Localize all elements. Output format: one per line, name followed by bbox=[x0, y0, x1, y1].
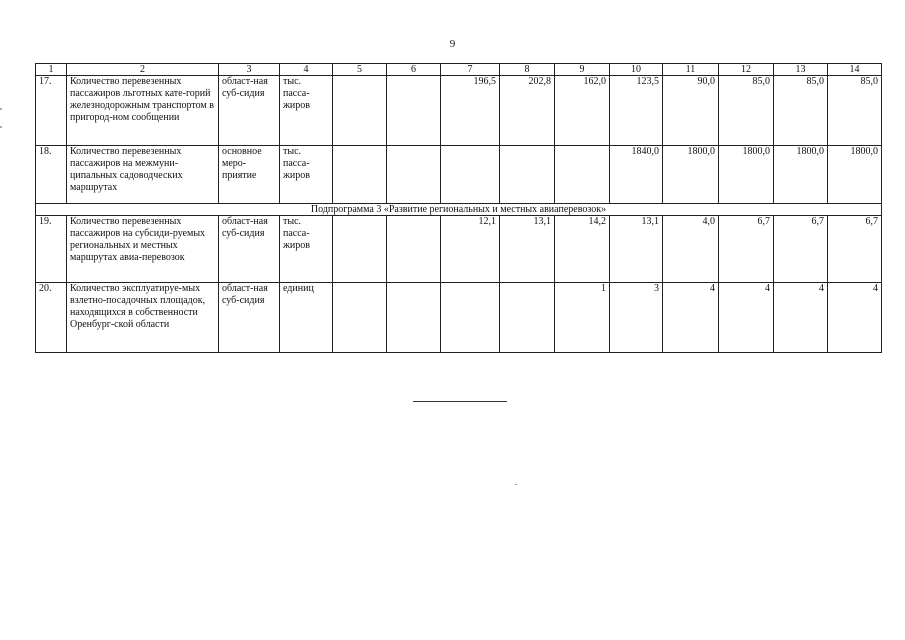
scan-margin-mark bbox=[0, 108, 2, 110]
value-cell bbox=[387, 76, 441, 146]
column-header: 12 bbox=[719, 64, 774, 76]
value-cell: 85,0 bbox=[774, 76, 828, 146]
value-cell: 162,0 bbox=[555, 76, 610, 146]
column-header: 6 bbox=[387, 64, 441, 76]
indicator-name: Количество эксплуатируе-мых взлетно-посадочных площадок, находящихся в собственности Оренбург-ской области bbox=[67, 283, 219, 353]
unit-of-measure: тыс. пасса-жиров bbox=[280, 216, 333, 283]
value-cell: 6,7 bbox=[828, 216, 882, 283]
column-header: 13 bbox=[774, 64, 828, 76]
value-cell bbox=[387, 216, 441, 283]
table-row bbox=[36, 76, 882, 146]
funding-source: област-ная суб-сидия bbox=[219, 283, 280, 353]
column-header: 14 bbox=[828, 64, 882, 76]
value-cell: 1840,0 bbox=[610, 146, 663, 204]
unit-of-measure: тыс. пасса-жиров bbox=[280, 76, 333, 146]
column-header: 11 bbox=[663, 64, 719, 76]
column-header: 2 bbox=[67, 64, 219, 76]
table-row bbox=[36, 146, 882, 204]
value-cell bbox=[387, 283, 441, 353]
scan-speck bbox=[515, 484, 517, 485]
value-cell: 1800,0 bbox=[663, 146, 719, 204]
value-cell: 196,5 bbox=[441, 76, 500, 146]
column-header: 5 bbox=[333, 64, 387, 76]
column-header: 8 bbox=[500, 64, 555, 76]
value-cell bbox=[441, 283, 500, 353]
column-header: 10 bbox=[610, 64, 663, 76]
value-cell: 14,2 bbox=[555, 216, 610, 283]
value-cell: 4 bbox=[774, 283, 828, 353]
row-number: 18. bbox=[36, 146, 67, 204]
value-cell: 1800,0 bbox=[719, 146, 774, 204]
row-number: 20. bbox=[36, 283, 67, 353]
value-cell: 6,7 bbox=[719, 216, 774, 283]
row-number: 17. bbox=[36, 76, 67, 146]
table-row bbox=[36, 216, 882, 283]
value-cell: 123,5 bbox=[610, 76, 663, 146]
value-cell: 4 bbox=[719, 283, 774, 353]
subprogram-title: Подпрограмма 3 «Развитие региональных и местных авиаперевозок» bbox=[36, 204, 882, 216]
value-cell: 90,0 bbox=[663, 76, 719, 146]
row-number: 19. bbox=[36, 216, 67, 283]
funding-source: основное меро-приятие bbox=[219, 146, 280, 204]
value-cell: 1 bbox=[555, 283, 610, 353]
funding-source: област-ная суб-сидия bbox=[219, 216, 280, 283]
value-cell: 1800,0 bbox=[774, 146, 828, 204]
value-cell bbox=[500, 146, 555, 204]
unit-of-measure: единиц bbox=[280, 283, 333, 353]
funding-source: област-ная суб-сидия bbox=[219, 76, 280, 146]
value-cell bbox=[555, 146, 610, 204]
end-of-document-rule bbox=[413, 401, 507, 402]
value-cell: 3 bbox=[610, 283, 663, 353]
column-header: 3 bbox=[219, 64, 280, 76]
column-number-row bbox=[36, 64, 882, 76]
column-header: 9 bbox=[555, 64, 610, 76]
value-cell: 12,1 bbox=[441, 216, 500, 283]
value-cell bbox=[333, 283, 387, 353]
value-cell: 4,0 bbox=[663, 216, 719, 283]
value-cell bbox=[441, 146, 500, 204]
table-row bbox=[36, 283, 882, 353]
value-cell: 1800,0 bbox=[828, 146, 882, 204]
section-row bbox=[36, 204, 882, 216]
indicator-name: Количество перевезенных пассажиров льготных кате-горий железнодорожным транспортом в пригород-ном сообщении bbox=[67, 76, 219, 146]
value-cell: 4 bbox=[663, 283, 719, 353]
indicator-name: Количество перевезенных пассажиров на субсиди-руемых региональных и местных маршрутах авиа-перевозок bbox=[67, 216, 219, 283]
value-cell: 13,1 bbox=[500, 216, 555, 283]
value-cell bbox=[333, 216, 387, 283]
indicator-name: Количество перевезенных пассажиров на межмуни-ципальных садоводческих маршрутах bbox=[67, 146, 219, 204]
page-number: 9 bbox=[449, 38, 456, 50]
value-cell bbox=[333, 146, 387, 204]
value-cell: 4 bbox=[828, 283, 882, 353]
indicators-table bbox=[35, 63, 882, 353]
value-cell: 13,1 bbox=[610, 216, 663, 283]
value-cell: 202,8 bbox=[500, 76, 555, 146]
value-cell bbox=[387, 146, 441, 204]
column-header: 7 bbox=[441, 64, 500, 76]
column-header: 1 bbox=[36, 64, 67, 76]
value-cell bbox=[333, 76, 387, 146]
column-header: 4 bbox=[280, 64, 333, 76]
unit-of-measure: тыс. пасса-жиров bbox=[280, 146, 333, 204]
value-cell: 85,0 bbox=[828, 76, 882, 146]
value-cell bbox=[500, 283, 555, 353]
value-cell: 85,0 bbox=[719, 76, 774, 146]
value-cell: 6,7 bbox=[774, 216, 828, 283]
scan-margin-mark bbox=[0, 126, 2, 128]
